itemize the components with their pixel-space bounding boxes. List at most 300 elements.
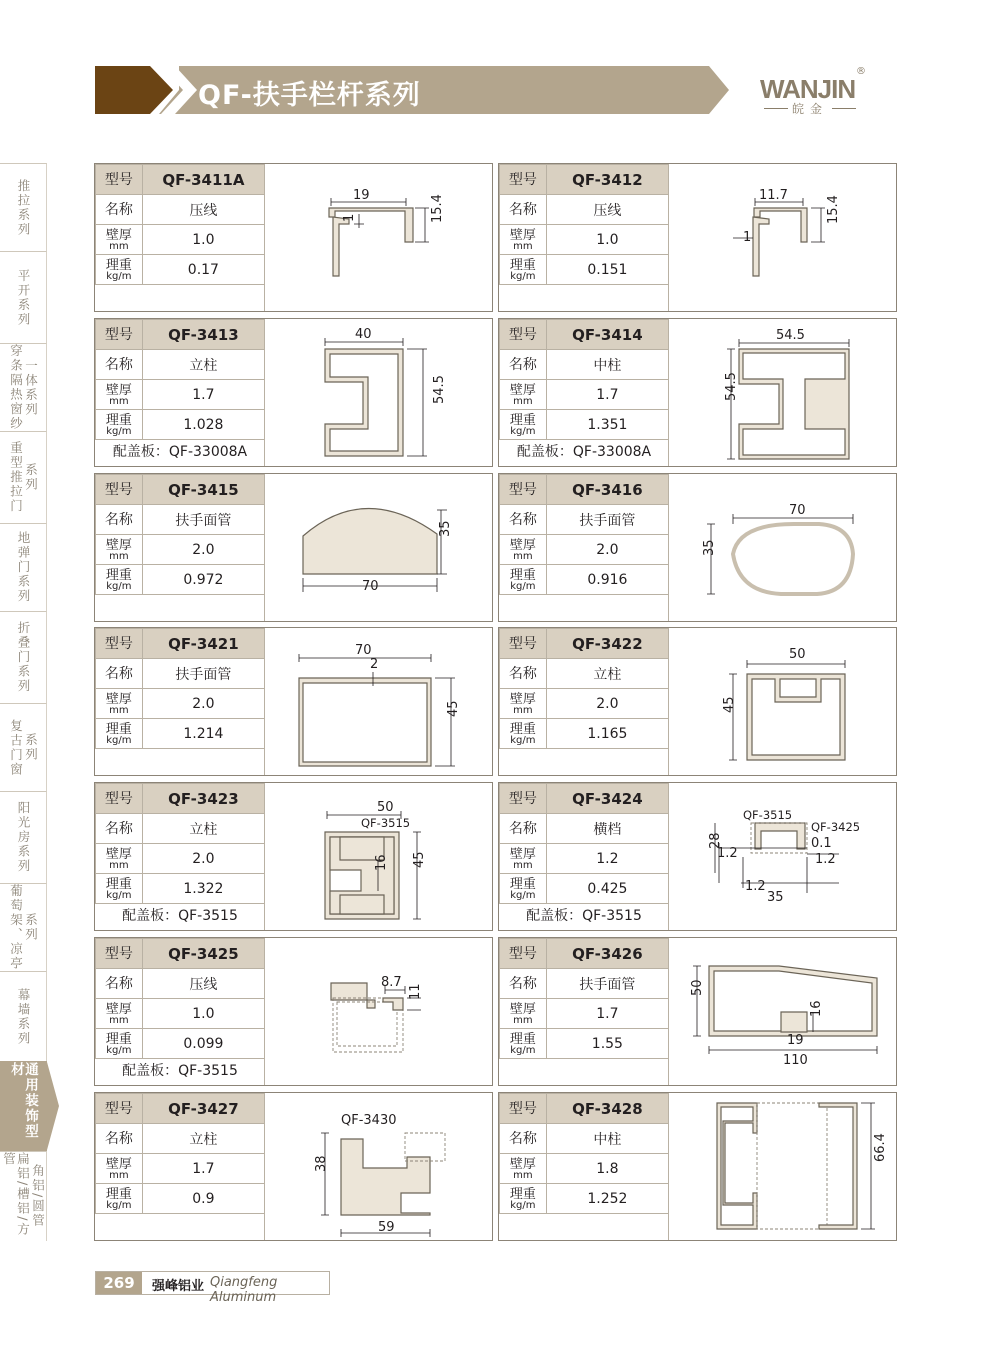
dimension-label: 16: [809, 1000, 824, 1017]
spec-row-weight: [500, 565, 669, 595]
theoretical-weight: 0.972: [142, 565, 264, 595]
label-wall-unit: mm: [513, 704, 533, 716]
spec-row-model: [96, 475, 265, 505]
label-weight-text: 理重: [509, 721, 536, 737]
dimension-label: 35: [767, 890, 784, 905]
label-weight-unit: kg/m: [106, 270, 132, 282]
spec-table: [95, 164, 265, 285]
spec-row-weight: [500, 410, 669, 440]
label-weight: [500, 565, 547, 595]
spec-row-name: [500, 659, 669, 689]
dimension-label: 19: [787, 1033, 804, 1048]
label-weight: [500, 1184, 547, 1214]
label-wall: [500, 225, 547, 255]
label-weight-unit: kg/m: [510, 425, 536, 437]
spec-row-weight: [96, 565, 265, 595]
label-wall: [96, 380, 143, 410]
label-weight-text: 理重: [105, 721, 132, 737]
dimension-label: 2: [370, 657, 379, 672]
product-card: [498, 937, 897, 1086]
label-weight-unit: kg/m: [510, 734, 536, 746]
label-name: 名称: [500, 969, 547, 999]
spec-row-wall: [500, 225, 669, 255]
logo-sub: 皖金: [791, 102, 828, 116]
side-nav-label: 一体系列: [23, 358, 39, 417]
label-weight: [96, 874, 143, 904]
label-wall-unit: mm: [109, 859, 129, 871]
product-name: 立柱: [546, 659, 668, 689]
product-name: 扶手面管: [546, 505, 668, 535]
label-model: 型号: [96, 939, 143, 969]
spec-table: [95, 938, 265, 1059]
profile-drawing: [265, 783, 492, 930]
product-card: [498, 318, 897, 467]
label-wall-text: 壁厚: [509, 227, 536, 243]
label-wall-text: 壁厚: [509, 846, 536, 862]
spec-table: [499, 628, 669, 749]
dimension-label: 15.4: [430, 194, 445, 223]
spec-row-wall: [96, 1154, 265, 1184]
model-code: QF-3415: [142, 475, 264, 505]
dimension-label: 70: [789, 503, 806, 518]
product-name: 中柱: [546, 350, 668, 380]
wall-thickness: 1.0: [546, 225, 668, 255]
spec-table: [95, 783, 265, 904]
wall-thickness: 1.7: [546, 999, 668, 1029]
label-weight: [500, 255, 547, 285]
side-nav-label: 扁铝/槽铝/方管: [1, 1152, 31, 1237]
product-card: [498, 1092, 897, 1241]
side-nav-label: 穿条隔热窗纱: [8, 344, 24, 431]
model-code: QF-3425: [142, 939, 264, 969]
wall-thickness: 1.0: [142, 225, 264, 255]
label-name: 名称: [500, 1124, 547, 1154]
side-nav-label: 系列: [23, 733, 39, 762]
spec-row-model: [500, 165, 669, 195]
label-wall: [500, 535, 547, 565]
profile-drawing: [669, 783, 896, 930]
spec-row-model: [96, 784, 265, 814]
dimension-label: 1.2: [745, 879, 766, 894]
dimension-label: 1: [743, 230, 752, 245]
label-weight-text: 理重: [105, 567, 132, 583]
label-model: 型号: [96, 784, 143, 814]
product-name: 压线: [142, 195, 264, 225]
side-nav-label: 系列: [23, 913, 39, 942]
dimension-label: 45: [412, 851, 427, 868]
label-weight: [500, 410, 547, 440]
cover-plate-note: 配盖板：QF-3515: [122, 1063, 238, 1079]
side-nav-item[interactable]: [0, 1151, 47, 1241]
product-card: [498, 627, 897, 776]
label-weight-text: 理重: [105, 412, 132, 428]
spec-row-name: [500, 814, 669, 844]
profile-drawing: [669, 938, 896, 1085]
profile-drawing: [669, 474, 896, 621]
spec-row-wall: [96, 380, 265, 410]
label-name: 名称: [500, 814, 547, 844]
spec-row-model: [500, 475, 669, 505]
theoretical-weight: 0.916: [546, 565, 668, 595]
label-weight-text: 理重: [105, 876, 132, 892]
wall-thickness: 2.0: [142, 689, 264, 719]
spec-table: [499, 1093, 669, 1214]
spec-row-wall: [500, 844, 669, 874]
dimension-label: 110: [783, 1053, 808, 1068]
label-model: 型号: [500, 1094, 547, 1124]
theoretical-weight: 0.425: [546, 874, 668, 904]
product-card: [498, 473, 897, 622]
product-card: [94, 1092, 493, 1241]
spec-row-name: [500, 1124, 669, 1154]
label-wall: [96, 844, 143, 874]
label-wall: [500, 1154, 547, 1184]
side-nav-item[interactable]: [0, 611, 47, 703]
side-nav-label: 地弹门系列: [16, 531, 31, 604]
label-model: 型号: [500, 629, 547, 659]
label-model: 型号: [500, 475, 547, 505]
spec-row-wall: [500, 535, 669, 565]
spec-row-weight: [500, 255, 669, 285]
label-wall-unit: mm: [109, 704, 129, 716]
label-weight-text: 理重: [105, 257, 132, 273]
spec-row-model: [96, 629, 265, 659]
label-weight: [96, 255, 143, 285]
page-number: 269: [96, 1272, 142, 1294]
label-weight-text: 理重: [509, 876, 536, 892]
dimension-label: 0.1: [811, 836, 832, 851]
spec-row-weight: [96, 1029, 265, 1059]
label-weight: [500, 719, 547, 749]
side-nav-label: 复古门窗: [8, 718, 24, 777]
side-nav-label: 幕墙系列: [16, 987, 31, 1046]
label-weight-unit: kg/m: [106, 1044, 132, 1056]
dimension-label: 38: [314, 1155, 329, 1172]
footer-brand-en: Qiangfeng Aluminum: [210, 1275, 278, 1305]
spec-row-wall: [96, 535, 265, 565]
label-name: 名称: [500, 350, 547, 380]
side-nav-item[interactable]: [0, 343, 47, 431]
side-nav-label: 推拉系列: [16, 178, 31, 237]
model-code: QF-3413: [142, 320, 264, 350]
wall-thickness: 2.0: [142, 844, 264, 874]
wall-thickness: 1.7: [142, 1154, 264, 1184]
label-model: 型号: [500, 939, 547, 969]
label-wall-unit: mm: [109, 550, 129, 562]
logo-brand: WANJIN: [760, 74, 856, 104]
label-name: 名称: [500, 505, 547, 535]
spec-table: [95, 319, 265, 440]
dimension-label: 54.5: [724, 372, 739, 401]
spec-row-model: [96, 165, 265, 195]
dimension-label: 45: [446, 700, 461, 717]
product-name: 中柱: [546, 1124, 668, 1154]
wall-thickness: 1.7: [142, 380, 264, 410]
label-wall-text: 壁厚: [105, 227, 132, 243]
label-weight-text: 理重: [509, 412, 536, 428]
label-wall-unit: mm: [109, 240, 129, 252]
wall-thickness: 1.7: [546, 380, 668, 410]
theoretical-weight: 1.214: [142, 719, 264, 749]
wall-thickness: 2.0: [142, 535, 264, 565]
spec-row-weight: [96, 410, 265, 440]
dimension-label: 50: [789, 647, 806, 662]
dimension-label: 35: [438, 520, 453, 537]
dimension-label: 1.2: [815, 852, 836, 867]
dimension-label: 11: [408, 983, 423, 1000]
dimension-label: 19: [353, 188, 370, 203]
label-name: 名称: [96, 814, 143, 844]
spec-row-model: [96, 939, 265, 969]
product-name: 横档: [546, 814, 668, 844]
label-name: 名称: [500, 659, 547, 689]
spec-row-name: [96, 814, 265, 844]
theoretical-weight: 1.028: [142, 410, 264, 440]
label-model: 型号: [96, 475, 143, 505]
spec-row-wall: [500, 1154, 669, 1184]
dimension-label: 8.7: [381, 975, 402, 990]
label-weight-text: 理重: [509, 257, 536, 273]
side-nav-label: 阳光房系列: [16, 801, 31, 874]
product-name: 立柱: [142, 814, 264, 844]
spec-row-weight: [500, 1029, 669, 1059]
dimension-label: 11.7: [759, 188, 788, 203]
label-wall: [96, 999, 143, 1029]
label-model: 型号: [96, 165, 143, 195]
profile-drawing: [669, 319, 896, 466]
dimension-label: QF-3515: [361, 816, 411, 830]
profile-drawing: [265, 628, 492, 775]
wall-thickness: 1.8: [546, 1154, 668, 1184]
profile-drawing: [265, 474, 492, 621]
spec-row-weight: [96, 255, 265, 285]
side-nav-item[interactable]: [0, 703, 47, 791]
model-code: QF-3426: [546, 939, 668, 969]
label-weight-unit: kg/m: [106, 1199, 132, 1211]
spec-row-name: [96, 659, 265, 689]
side-nav-item[interactable]: [0, 251, 47, 343]
wall-thickness: 2.0: [546, 689, 668, 719]
label-weight-text: 理重: [105, 1031, 132, 1047]
label-weight: [96, 719, 143, 749]
product-card: [94, 782, 493, 931]
theoretical-weight: 0.099: [142, 1029, 264, 1059]
label-wall-text: 壁厚: [105, 1156, 132, 1172]
label-wall-text: 壁厚: [509, 382, 536, 398]
side-nav-label: 葡萄架、凉亭: [8, 884, 24, 971]
spec-row-wall: [96, 999, 265, 1029]
label-model: 型号: [96, 629, 143, 659]
side-nav-label: 折叠门系列: [16, 621, 31, 694]
dimension-label: 50: [690, 979, 705, 996]
cover-plate-note: 配盖板：QF-33008A: [112, 444, 248, 460]
product-card: [94, 937, 493, 1086]
spec-row-weight: [96, 874, 265, 904]
spec-row-model: [500, 1094, 669, 1124]
theoretical-weight: 1.351: [546, 410, 668, 440]
label-wall: [500, 844, 547, 874]
label-wall: [96, 225, 143, 255]
product-name: 扶手面管: [142, 659, 264, 689]
spec-table: [499, 938, 669, 1059]
spec-row-wall: [96, 844, 265, 874]
product-name: 立柱: [142, 350, 264, 380]
dimension-label: 50: [377, 800, 394, 815]
model-code: QF-3412: [546, 165, 668, 195]
dimension-label: 70: [362, 579, 379, 594]
label-weight-unit: kg/m: [106, 734, 132, 746]
label-name: 名称: [96, 969, 143, 999]
spec-row-name: [96, 505, 265, 535]
spec-table: [95, 474, 265, 595]
product-name: 扶手面管: [142, 505, 264, 535]
label-weight: [96, 410, 143, 440]
label-wall-unit: mm: [513, 240, 533, 252]
label-weight-text: 理重: [105, 1186, 132, 1202]
spec-row-name: [500, 505, 669, 535]
side-nav-item[interactable]: [0, 163, 47, 251]
model-code: QF-3422: [546, 629, 668, 659]
spec-table: [499, 474, 669, 595]
label-weight: [96, 1184, 143, 1214]
spec-table: [499, 783, 669, 904]
spec-table: [95, 1093, 265, 1214]
side-nav-label: 平开系列: [16, 268, 31, 327]
side-nav-item[interactable]: [0, 971, 47, 1061]
label-model: 型号: [500, 165, 547, 195]
label-wall-text: 壁厚: [105, 1001, 132, 1017]
dimension-label: 54.5: [432, 375, 447, 404]
spec-row-model: [500, 320, 669, 350]
cover-plate-note: 配盖板：QF-3515: [526, 908, 642, 924]
profile-drawing: [265, 1093, 492, 1240]
spec-row-wall: [96, 689, 265, 719]
side-nav: [0, 163, 60, 1243]
spec-row-wall: [500, 689, 669, 719]
theoretical-weight: 1.252: [546, 1184, 668, 1214]
label-wall-text: 壁厚: [509, 691, 536, 707]
label-wall-unit: mm: [513, 395, 533, 407]
theoretical-weight: 1.165: [546, 719, 668, 749]
side-nav-label: 角铝/圆管: [30, 1164, 46, 1229]
label-wall: [500, 999, 547, 1029]
spec-row-model: [96, 320, 265, 350]
label-wall-unit: mm: [109, 395, 129, 407]
dimension-label: 66.4: [873, 1133, 888, 1162]
wall-thickness: 1.2: [546, 844, 668, 874]
spec-row-wall: [500, 999, 669, 1029]
dimension-label: QF-3515: [743, 808, 793, 822]
product-name: 立柱: [142, 1124, 264, 1154]
model-code: QF-3427: [142, 1094, 264, 1124]
dimension-label: 70: [355, 643, 372, 658]
product-card: [94, 163, 493, 312]
footer-brand-cn: 强峰铝业: [152, 1279, 205, 1294]
spec-row-wall: [500, 380, 669, 410]
profile-drawing: [265, 938, 492, 1085]
dimension-label: 35: [702, 539, 717, 556]
side-nav-item[interactable]: [0, 791, 47, 883]
label-weight-unit: kg/m: [510, 1199, 536, 1211]
wall-thickness: 2.0: [546, 535, 668, 565]
spec-row-name: [96, 969, 265, 999]
footer: [95, 1271, 330, 1305]
label-model: 型号: [96, 1094, 143, 1124]
cover-plate-note: 配盖板：QF-3515: [122, 908, 238, 924]
cover-plate-note: 配盖板：QF-33008A: [516, 444, 652, 460]
spec-row-name: [500, 195, 669, 225]
wall-thickness: 1.0: [142, 999, 264, 1029]
spec-table: [499, 164, 669, 285]
profile-drawing: [669, 1093, 896, 1240]
label-weight-text: 理重: [509, 1031, 536, 1047]
label-weight-unit: kg/m: [106, 425, 132, 437]
theoretical-weight: 1.55: [546, 1029, 668, 1059]
dimension-label: 16: [374, 854, 389, 871]
profile-drawing: [265, 164, 492, 311]
spec-row-weight: [96, 1184, 265, 1214]
logo-registered: ®: [856, 66, 866, 77]
label-wall-unit: mm: [513, 1169, 533, 1181]
model-code: QF-3423: [142, 784, 264, 814]
side-nav-item[interactable]: [0, 431, 47, 523]
dimension-label: 28: [708, 832, 723, 849]
label-wall-text: 壁厚: [105, 846, 132, 862]
label-model: 型号: [500, 320, 547, 350]
label-wall-text: 壁厚: [509, 1001, 536, 1017]
side-nav-item[interactable]: [0, 883, 47, 971]
spec-row-name: [96, 1124, 265, 1154]
side-nav-label: 重型推拉门: [8, 441, 24, 514]
label-name: 名称: [96, 659, 143, 689]
spec-row-name: [96, 195, 265, 225]
label-weight: [500, 874, 547, 904]
model-code: QF-3428: [546, 1094, 668, 1124]
spec-row-model: [500, 629, 669, 659]
spec-row-name: [500, 350, 669, 380]
label-model: 型号: [96, 320, 143, 350]
label-weight-text: 理重: [509, 1186, 536, 1202]
product-card: [94, 318, 493, 467]
label-weight: [96, 1029, 143, 1059]
label-wall: [96, 1154, 143, 1184]
dimension-label: 15.4: [826, 195, 841, 224]
side-nav-item[interactable]: [0, 523, 47, 611]
spec-table: [499, 319, 669, 440]
theoretical-weight: 1.322: [142, 874, 264, 904]
brand-logo: [750, 62, 870, 122]
label-weight-unit: kg/m: [106, 889, 132, 901]
spec-row-weight: [500, 719, 669, 749]
spec-row-wall: [96, 225, 265, 255]
label-weight-text: 理重: [509, 567, 536, 583]
spec-row-weight: [96, 719, 265, 749]
label-wall: [96, 535, 143, 565]
dimension-label: 1.2: [717, 846, 738, 861]
spec-row-model: [500, 939, 669, 969]
product-name: 压线: [546, 195, 668, 225]
product-name: 压线: [142, 969, 264, 999]
label-name: 名称: [500, 195, 547, 225]
label-wall-unit: mm: [109, 1014, 129, 1026]
spec-row-name: [96, 350, 265, 380]
side-nav-item[interactable]: [0, 1061, 47, 1151]
model-code: QF-3414: [546, 320, 668, 350]
dimension-label: QF-3425: [811, 820, 861, 834]
label-name: 名称: [96, 505, 143, 535]
profile-drawing: [669, 628, 896, 775]
product-card: [94, 473, 493, 622]
